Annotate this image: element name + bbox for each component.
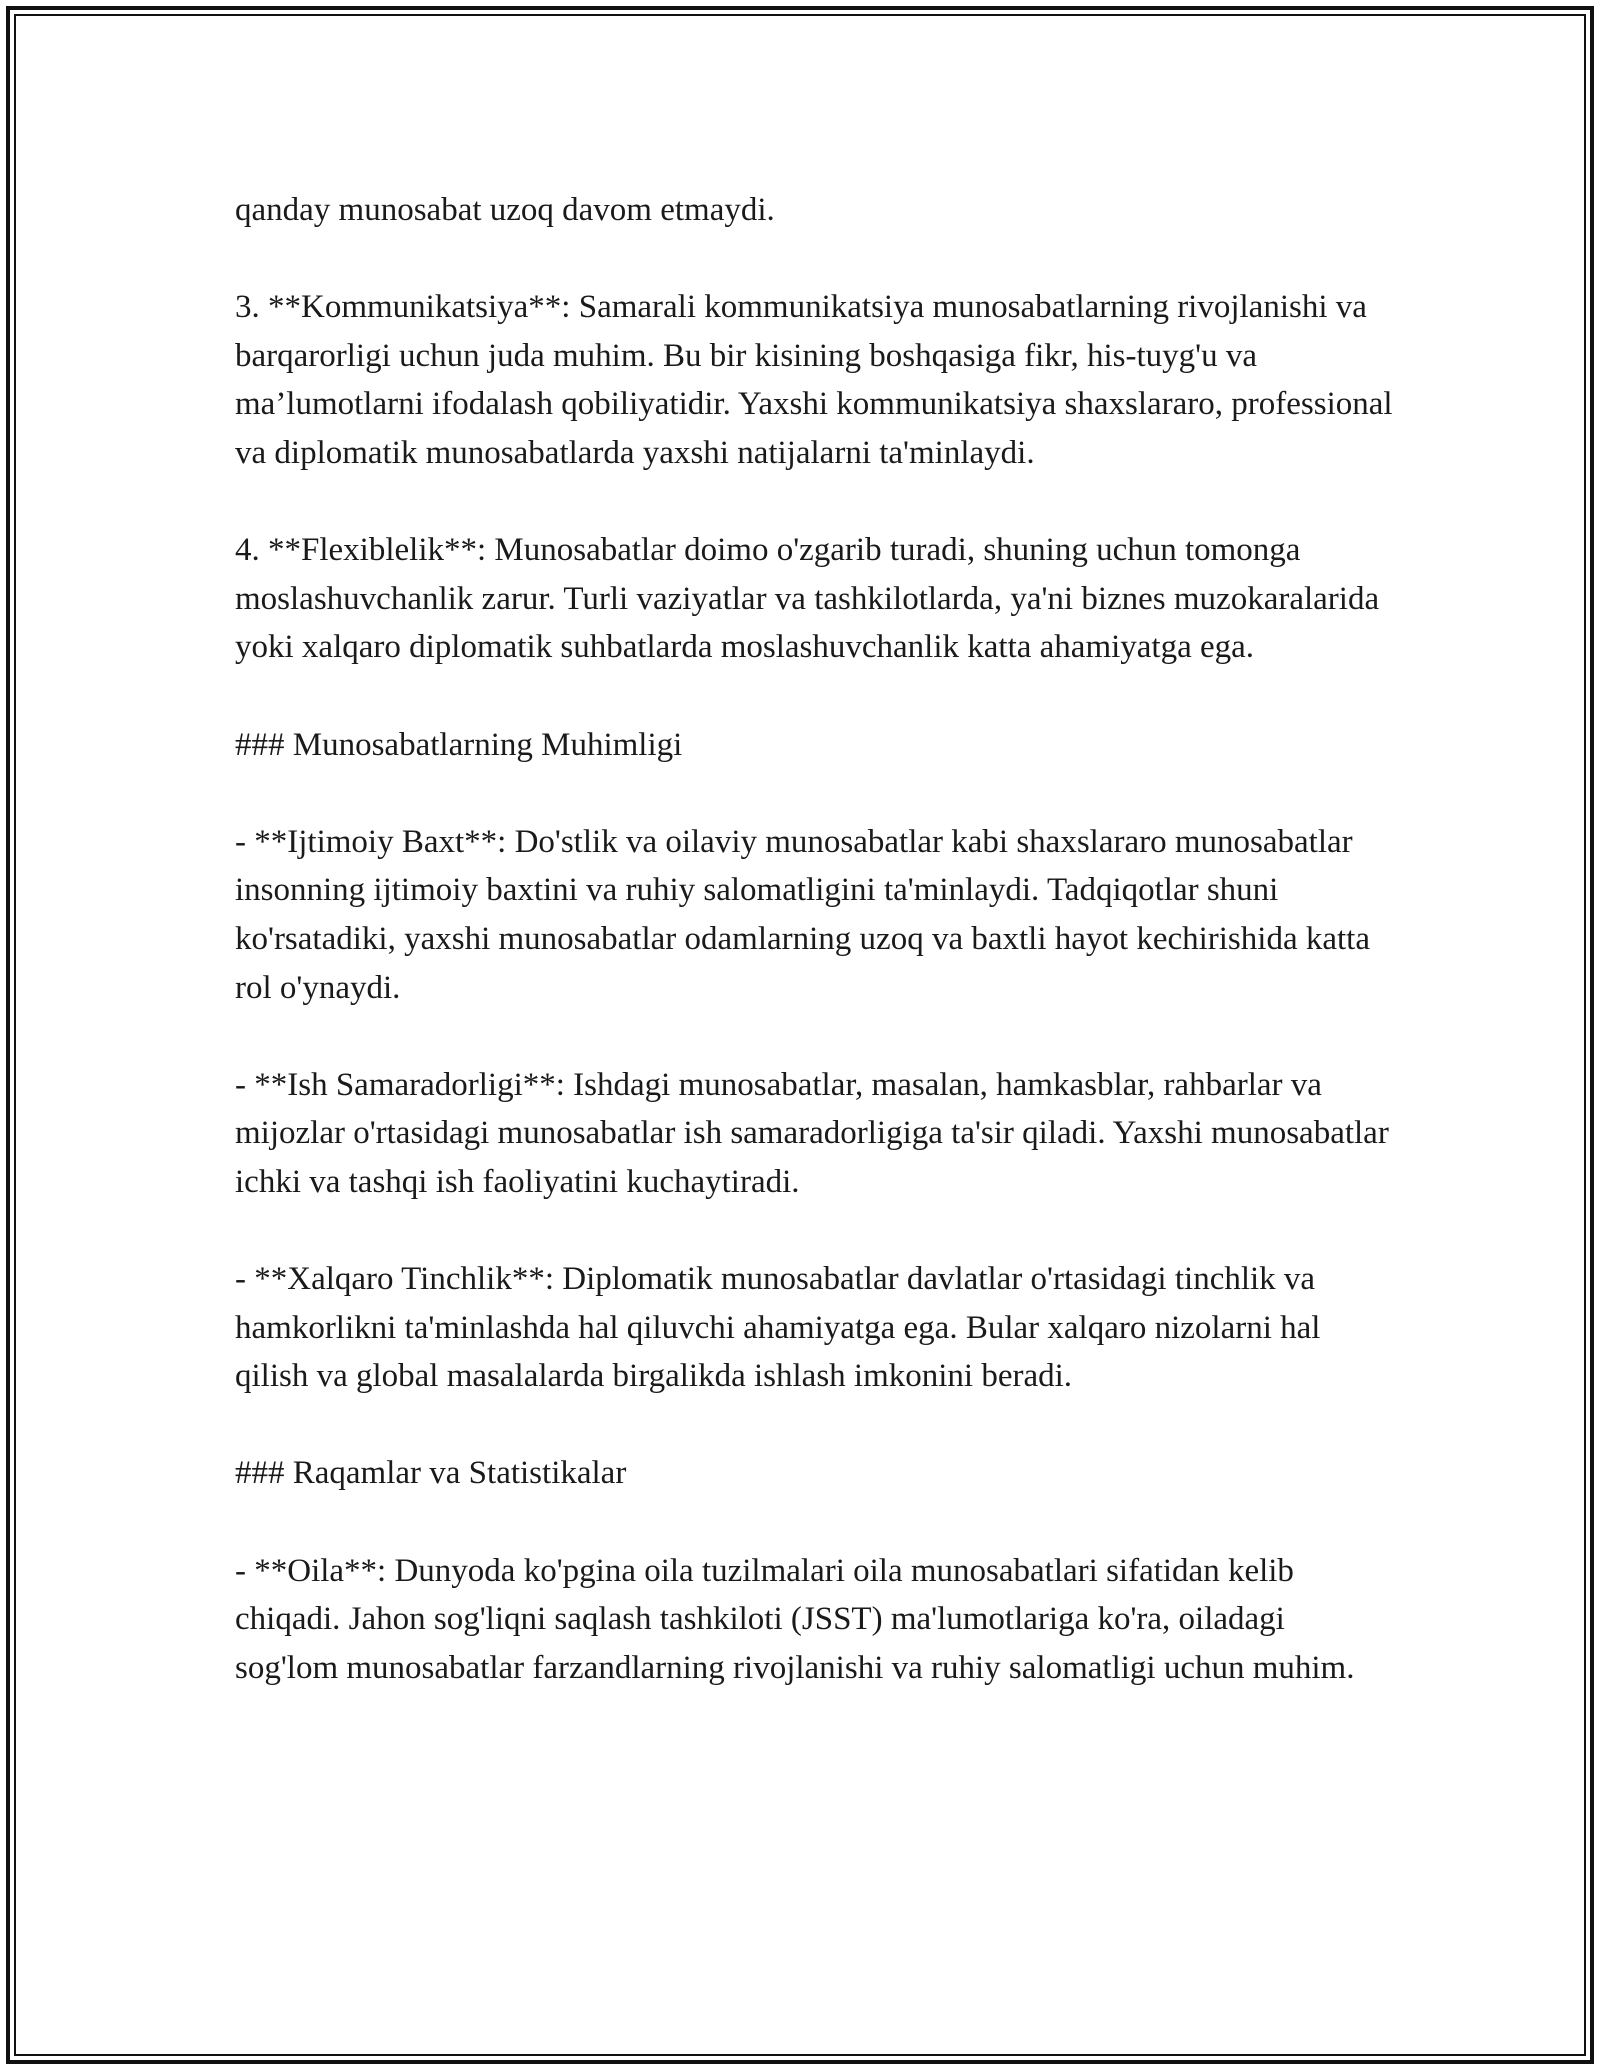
paragraph-gap — [235, 672, 1395, 721]
paragraph-gap — [235, 478, 1395, 527]
paragraph-gap — [235, 1401, 1395, 1450]
bullet-oila: - **Oila**: Dunyoda ko'pgina oila tuzilmalari oila munosabatlari sifatidan kelib chiqadi. Jahon sog'liqni saqlash tashkiloti (JSST) ma'lumotlariga ko'ra, oiladagi sog'lom munosabatlar farzandlarning rivojlanishi va ruhiy salomatligi uchun muhim. — [235, 1552, 1355, 1686]
bullet-xalqaro-tinchlik: - **Xalqaro Tinchlik**: Diplomatik munosabatlar davlatlar o'rtasidagi tinchlik va hamkorlikni ta'minlashda hal qiluvchi ahamiyatga ega. Bular xalqaro nizolarni hal qilish va global masalalarda birgalikda ishlash imkonini beradi. — [235, 1261, 1329, 1395]
paragraph-gap — [235, 1498, 1395, 1547]
paragraph-gap — [235, 235, 1395, 284]
section-heading-muhimligi: ### Munosabatlarning Muhimligi — [235, 726, 683, 763]
list-item-kommunikatsiya: 3. **Kommunikatsiya**: Samarali kommunikatsiya munosabatlarning rivojlanishi va barqarorligi uchun juda muhim. Bu bir kisining boshqasiga fikr, his-tuyg'u va ma’lumotlarni ifodalash qobiliyatidir. Yaxshi kommunikatsiya shaxslararo, professional va diplomatik munosabatlarda yaxshi natijalarni ta'minlaydi. — [235, 289, 1401, 471]
paragraph-gap — [235, 1206, 1395, 1255]
section-heading-statistikalar: ### Raqamlar va Statistikalar — [235, 1455, 627, 1492]
list-item-flexiblelik: 4. **Flexiblelik**: Munosabatlar doimo o'zgarib turadi, shuning uchun tomonga moslashuvchanlik zarur. Turli vaziyatlar va tashkilotlarda, ya'ni biznes muzokaralarida yoki xalqaro diplomatik suhbatlarda moslashuvchanlik katta ahamiyatga ega. — [235, 532, 1388, 666]
paragraph-gap — [235, 769, 1395, 818]
paragraph-continuation: qanday munosabat uzoq davom etmaydi. — [235, 192, 775, 228]
document-body — [235, 186, 1401, 1692]
bullet-ijtimoiy-baxt: - **Ijtimoiy Baxt**: Do'stlik va oilaviy munosabatlar kabi shaxslararo munosabatlar insonning ijtimoiy baxtini va ruhiy salomatligini ta'minlaydi. Tadqiqotlar shuni ko'rsatadiki, yaxshi munosabatlar odamlarning uzoq va baxtli hayot kechirishida katta rol o'ynaydi. — [235, 823, 1379, 1006]
paragraph-gap — [235, 1012, 1395, 1061]
bullet-ish-samaradorligi: - **Ish Samaradorligi**: Ishdagi munosabatlar, masalan, hamkasblar, rahbarlar va mijozlar o'rtasidagi munosabatlar ish samaradorligiga ta'sir qiladi. Yaxshi munosabatlar ichki va tashqi ish faoliyatini kuchaytiradi. — [235, 1066, 1398, 1200]
